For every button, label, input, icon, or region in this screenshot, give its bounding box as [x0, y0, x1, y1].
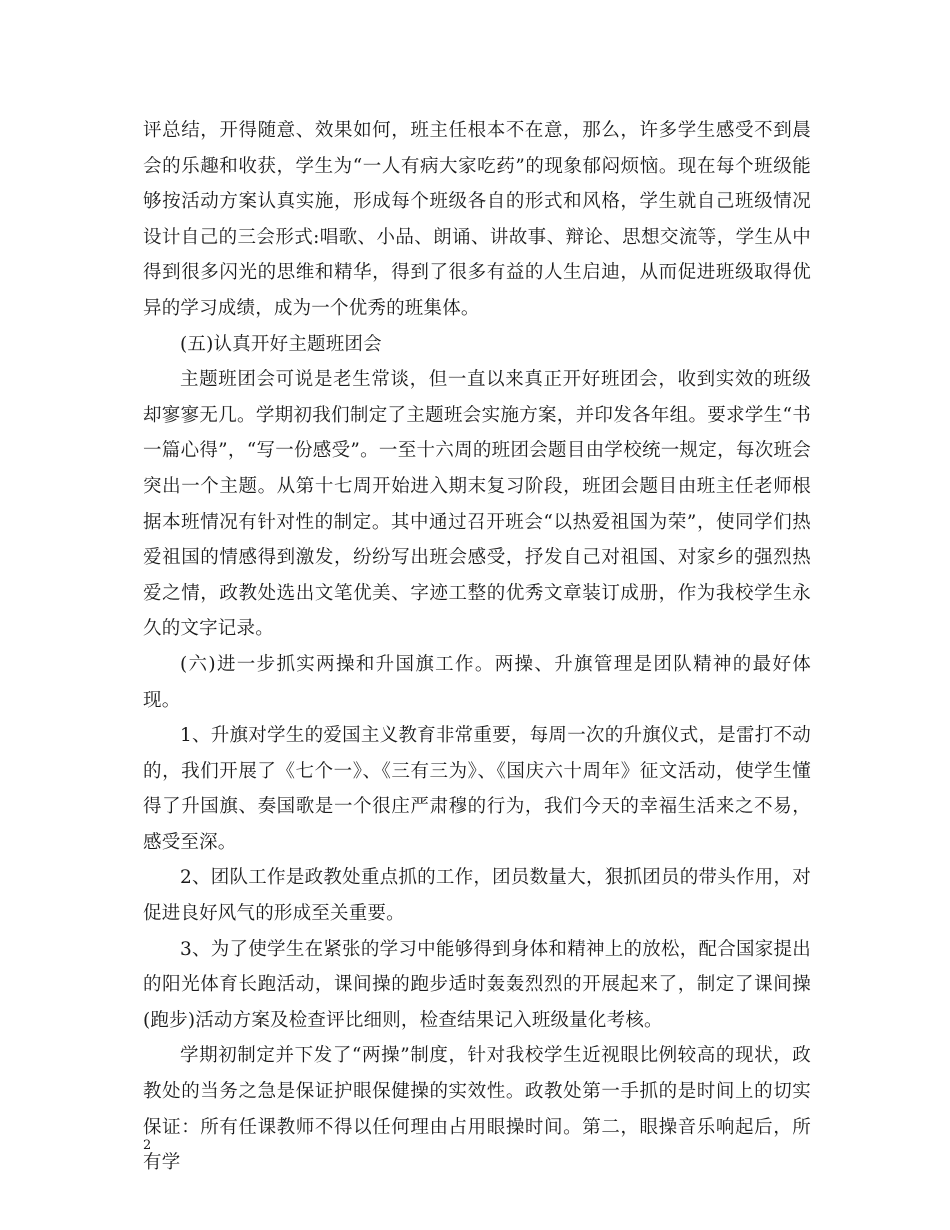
paragraph: 学期初制定并下发了“两操”制度，针对我校学生近视眼比例较高的现状，政教处的当务之急是保证护眼保健操的实效性。政教处第一手抓的是时间上的切实保证：所有任课教师不得以任何理由占用眼操时间。第二，眼操音乐响起后，所有学	[143, 1045, 811, 1174]
paragraph: 评总结，开得随意、效果如何，班主任根本不在意，那么，许多学生感受不到晨会的乐趣和收获，学生为“一人有病大家吃药”的现象郁闷烦恼。现在每个班级能够按活动方案认真实施，形成每个班级各自的形式和风格，学生就自己班级情况设计自己的三会形式:唱歌、小品、朗诵、讲故事、辩论、思想交流等，学生从中得到很多闪光的思维和精华，得到了很多有益的人生启迪，从而促进班级取得优异的学习成绩，成为一个优秀的班集体。	[143, 120, 811, 319]
paragraph: 1、升旗对学生的爱国主义教育非常重要，每周一次的升旗仪式，是雷打不动的，我们开展了《七个一》、《三有三为》、《国庆六十周年》征文活动，使学生懂得了升国旗、奏国歌是一个很庄严肃穆的行为，我们今天的幸福生活来之不易，感受至深。	[143, 725, 811, 853]
section-heading: (六)进一步抓实两操和升国旗工作。两操、升旗管理是团队精神的最好体现。	[143, 653, 811, 711]
document-body	[143, 113, 811, 1181]
paragraph: 3、为了使学生在紧张的学习中能够得到身体和精神上的放松，配合国家提出的阳光体育长跑活动，课间操的跑步适时轰轰烈烈的开展起来了，制定了课间操(跑步)活动方案及检查评比细则，检查结果记入班级量化考核。	[143, 938, 811, 1031]
paragraph: 主题班团会可说是老生常谈，但一直以来真正开好班团会，收到实效的班级却寥寥无几。学期初我们制定了主题班会实施方案，并印发各年组。要求学生“书一篇心得”，“写一份感受”。一至十六周的班团会题目由学校统一规定，每次班会突出一个主题。从第十七周开始进入期末复习阶段，班团会题目由班主任老师根据本班情况有针对性的制定。其中通过召开班会“以热爱祖国为荣”，使同学们热爱祖国的情感得到激发，纷纷写出班会感受，抒发自己对祖国、对家乡的强烈热爱之情，政教处选出文笔优美、字迹工整的优秀文章装订成册，作为我校学生永久的文字记录。	[143, 369, 811, 640]
paragraph: 2、团队工作是政教处重点抓的工作，团员数量大，狠抓团员的带头作用，对促进良好风气的形成至关重要。	[143, 867, 811, 925]
page-number: 2	[143, 1138, 152, 1153]
section-heading: (五)认真开好主题班团会	[180, 333, 382, 355]
